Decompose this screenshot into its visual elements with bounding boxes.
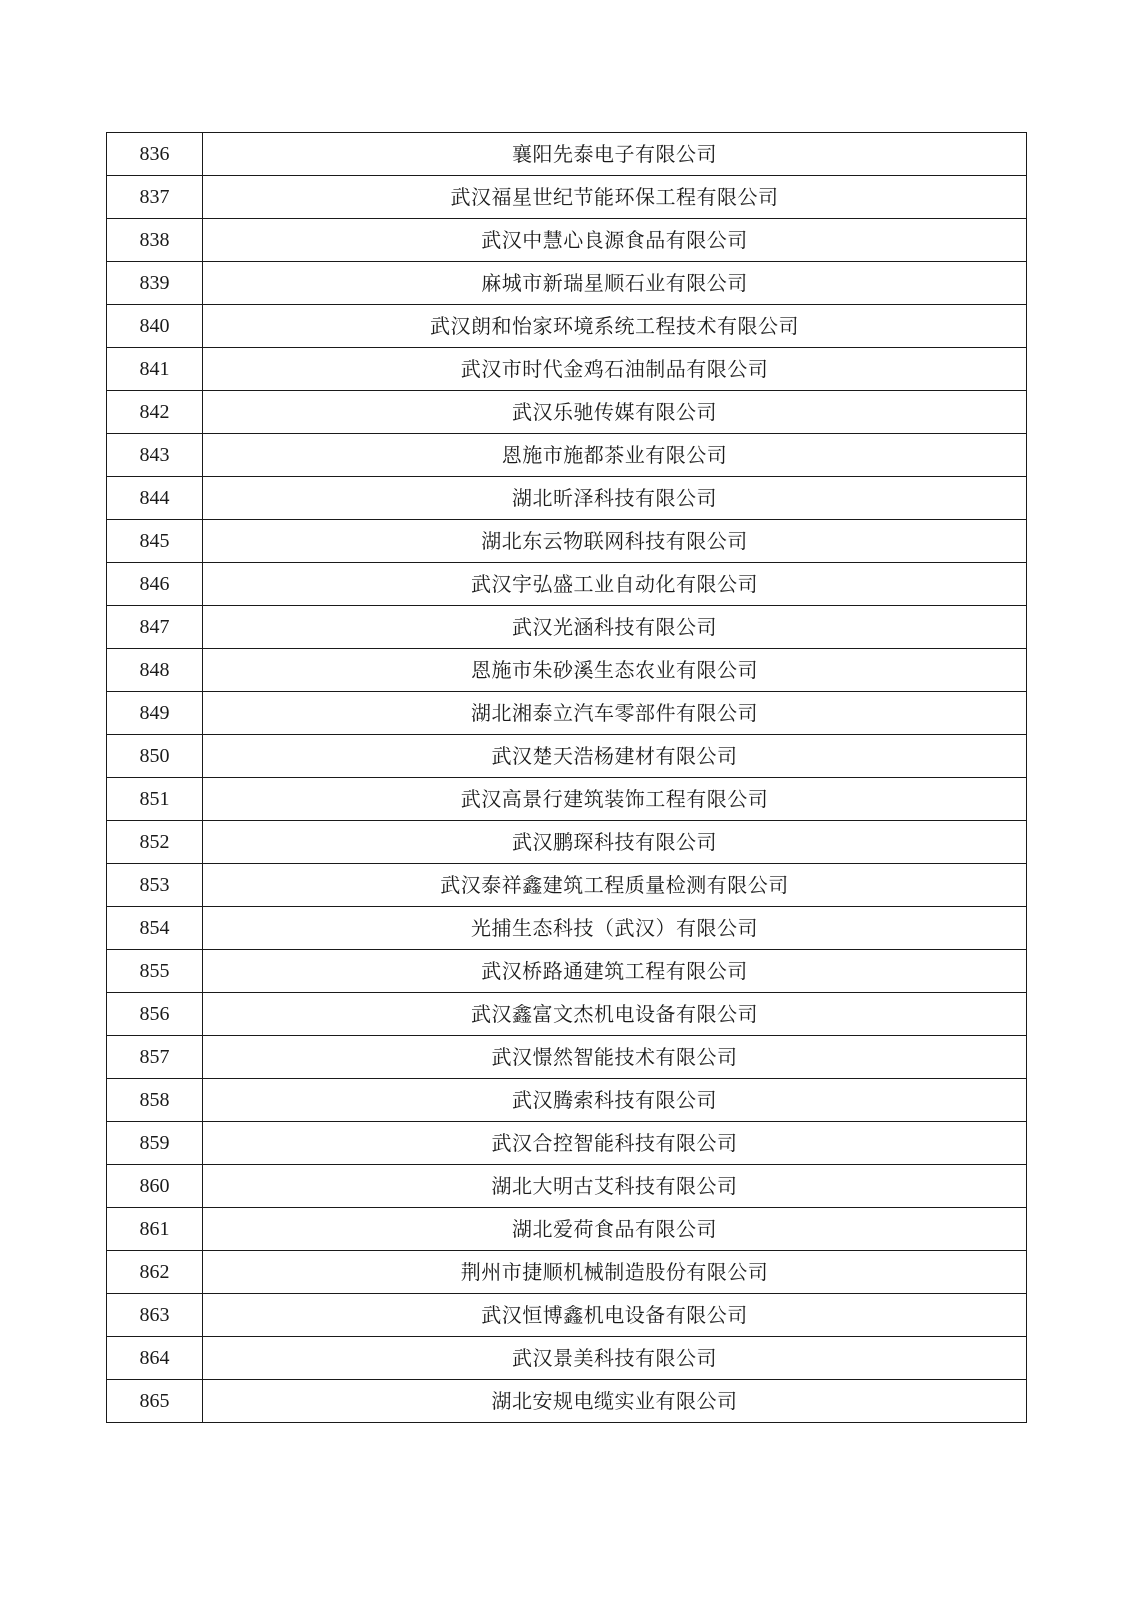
- row-number: 838: [107, 219, 203, 262]
- table-row: [107, 520, 1027, 563]
- row-number: 840: [107, 305, 203, 348]
- row-number: 865: [107, 1380, 203, 1423]
- table-row: [107, 950, 1027, 993]
- company-name: 武汉楚天浩杨建材有限公司: [203, 735, 1027, 778]
- row-number: 854: [107, 907, 203, 950]
- company-name: 武汉宇弘盛工业自动化有限公司: [203, 563, 1027, 606]
- table-row: [107, 262, 1027, 305]
- table-row: [107, 993, 1027, 1036]
- row-number: 847: [107, 606, 203, 649]
- company-name: 武汉市时代金鸡石油制品有限公司: [203, 348, 1027, 391]
- company-name: 武汉乐驰传媒有限公司: [203, 391, 1027, 434]
- table-row: [107, 477, 1027, 520]
- row-number: 858: [107, 1079, 203, 1122]
- row-number: 853: [107, 864, 203, 907]
- row-number: 848: [107, 649, 203, 692]
- row-number: 862: [107, 1251, 203, 1294]
- table-row: [107, 649, 1027, 692]
- company-name: 襄阳先泰电子有限公司: [203, 133, 1027, 176]
- table-row: [107, 1165, 1027, 1208]
- table-row: [107, 219, 1027, 262]
- company-name: 武汉景美科技有限公司: [203, 1337, 1027, 1380]
- row-number: 851: [107, 778, 203, 821]
- row-number: 855: [107, 950, 203, 993]
- company-name: 武汉福星世纪节能环保工程有限公司: [203, 176, 1027, 219]
- table-row: [107, 778, 1027, 821]
- table-row: [107, 1036, 1027, 1079]
- row-number: 841: [107, 348, 203, 391]
- company-name: 恩施市施都茶业有限公司: [203, 434, 1027, 477]
- company-name: 武汉憬然智能技术有限公司: [203, 1036, 1027, 1079]
- company-name: 武汉高景行建筑装饰工程有限公司: [203, 778, 1027, 821]
- company-name: 武汉鹏琛科技有限公司: [203, 821, 1027, 864]
- table-row: [107, 133, 1027, 176]
- table-row: [107, 1337, 1027, 1380]
- table-row: [107, 1079, 1027, 1122]
- company-name: 湖北安规电缆实业有限公司: [203, 1380, 1027, 1423]
- row-number: 839: [107, 262, 203, 305]
- row-number: 863: [107, 1294, 203, 1337]
- company-list-table: [106, 132, 1027, 1423]
- company-name: 武汉朗和怡家环境系统工程技术有限公司: [203, 305, 1027, 348]
- row-number: 860: [107, 1165, 203, 1208]
- row-number: 861: [107, 1208, 203, 1251]
- table-row: [107, 176, 1027, 219]
- company-name: 湖北湘泰立汽车零部件有限公司: [203, 692, 1027, 735]
- company-name: 武汉泰祥鑫建筑工程质量检测有限公司: [203, 864, 1027, 907]
- row-number: 846: [107, 563, 203, 606]
- company-name: 恩施市朱砂溪生态农业有限公司: [203, 649, 1027, 692]
- table-row: [107, 1294, 1027, 1337]
- table-row: [107, 735, 1027, 778]
- table-row: [107, 864, 1027, 907]
- row-number: 842: [107, 391, 203, 434]
- table-row: [107, 563, 1027, 606]
- row-number: 837: [107, 176, 203, 219]
- row-number: 845: [107, 520, 203, 563]
- table-row: [107, 391, 1027, 434]
- company-name: 光捕生态科技（武汉）有限公司: [203, 907, 1027, 950]
- table-row: [107, 348, 1027, 391]
- table-body: [107, 133, 1027, 1423]
- company-name: 武汉桥路通建筑工程有限公司: [203, 950, 1027, 993]
- table-row: [107, 1122, 1027, 1165]
- table-row: [107, 692, 1027, 735]
- table-row: [107, 434, 1027, 477]
- row-number: 864: [107, 1337, 203, 1380]
- table-row: [107, 907, 1027, 950]
- company-name: 武汉腾索科技有限公司: [203, 1079, 1027, 1122]
- row-number: 844: [107, 477, 203, 520]
- company-name: 武汉鑫富文杰机电设备有限公司: [203, 993, 1027, 1036]
- row-number: 852: [107, 821, 203, 864]
- company-name: 麻城市新瑞星顺石业有限公司: [203, 262, 1027, 305]
- company-name: 湖北爱荷食品有限公司: [203, 1208, 1027, 1251]
- row-number: 843: [107, 434, 203, 477]
- company-name: 湖北昕泽科技有限公司: [203, 477, 1027, 520]
- table-row: [107, 606, 1027, 649]
- row-number: 856: [107, 993, 203, 1036]
- row-number: 850: [107, 735, 203, 778]
- company-name: 荆州市捷顺机械制造股份有限公司: [203, 1251, 1027, 1294]
- company-name: 武汉中慧心良源食品有限公司: [203, 219, 1027, 262]
- table-row: [107, 821, 1027, 864]
- row-number: 836: [107, 133, 203, 176]
- company-name: 湖北大明古艾科技有限公司: [203, 1165, 1027, 1208]
- company-name: 武汉恒博鑫机电设备有限公司: [203, 1294, 1027, 1337]
- table-row: [107, 305, 1027, 348]
- row-number: 857: [107, 1036, 203, 1079]
- table-row: [107, 1380, 1027, 1423]
- table-row: [107, 1208, 1027, 1251]
- row-number: 859: [107, 1122, 203, 1165]
- company-name: 武汉合控智能科技有限公司: [203, 1122, 1027, 1165]
- table-row: [107, 1251, 1027, 1294]
- row-number: 849: [107, 692, 203, 735]
- company-name: 湖北东云物联网科技有限公司: [203, 520, 1027, 563]
- company-name: 武汉光涵科技有限公司: [203, 606, 1027, 649]
